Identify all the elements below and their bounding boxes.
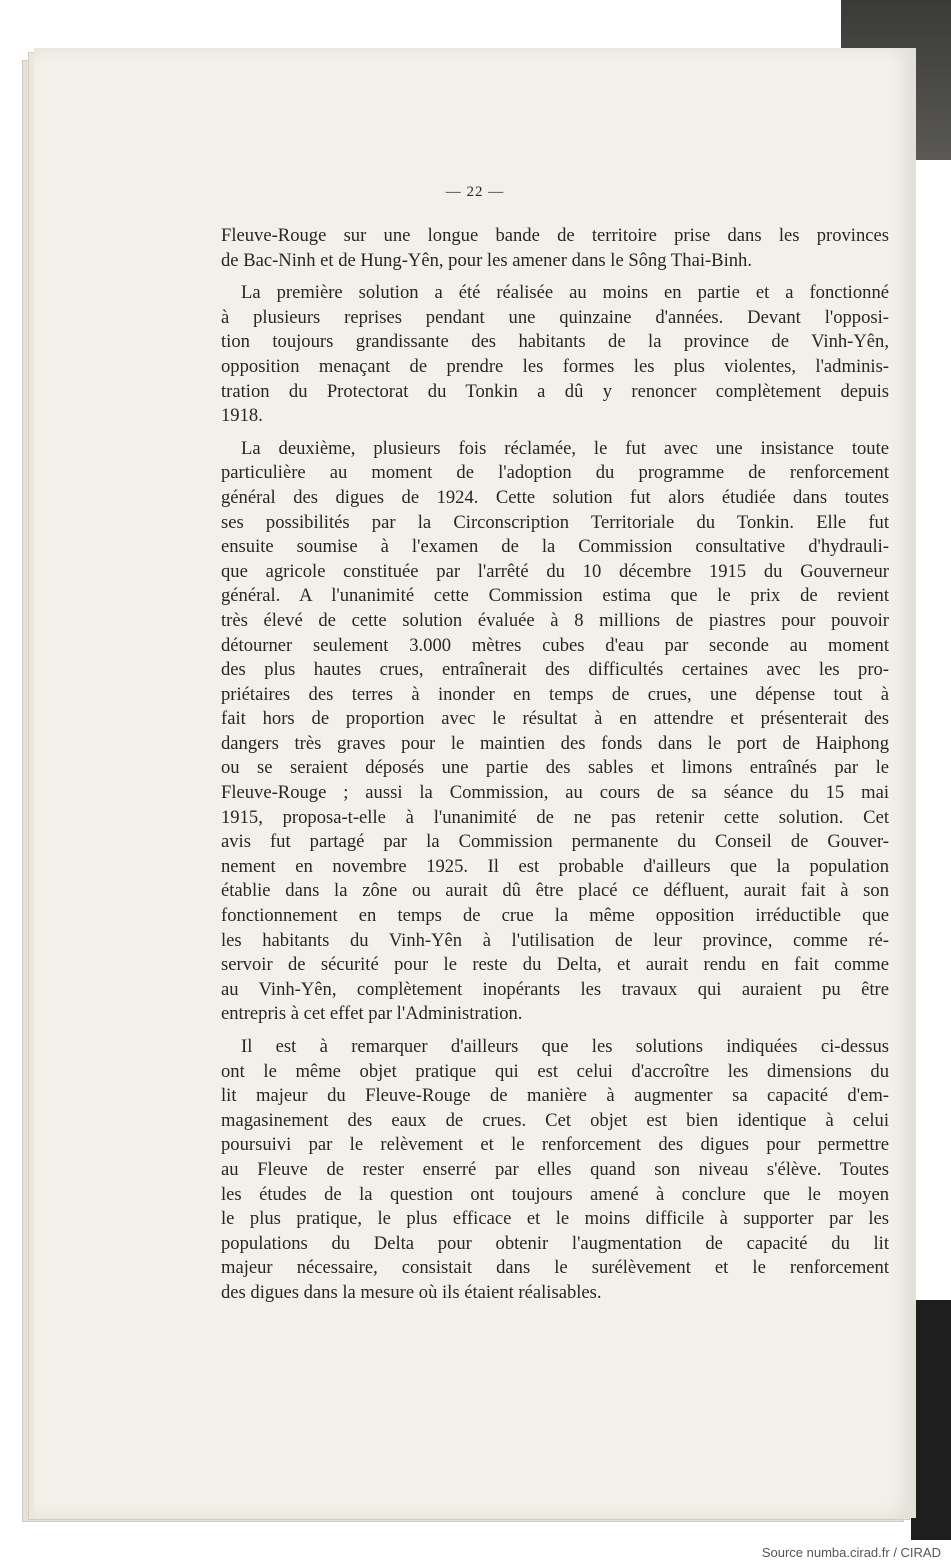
text-line: lit majeur du Fleuve-Rouge de manière à augmenter sa capacité d'em- bbox=[221, 1085, 889, 1107]
text-line: les études de la question ont toujours amené à conclure que le moyen bbox=[221, 1183, 889, 1205]
text-line: des plus hautes crues, entraînerait des difficultés certaines avec les pro- bbox=[221, 659, 889, 681]
text-line: priétaires des terres à inonder en temps de crues, une dépense tout à bbox=[221, 683, 889, 705]
text-line: fait hors de proportion avec le résultat à en attendre et présenterait des bbox=[221, 708, 889, 730]
paragraph bbox=[221, 224, 889, 273]
page-number: — 22 — bbox=[445, 184, 505, 200]
text-line: ses possibilités par la Circonscription Territoriale du Tonkin. Elle fut bbox=[221, 511, 889, 533]
text-line: avis fut partagé par la Commission permanente du Conseil de Gouver- bbox=[221, 831, 889, 853]
text-line: des digues dans la mesure où ils étaient réalisables. bbox=[221, 1281, 602, 1303]
text-line: La deuxième, plusieurs fois réclamée, le fut avec une insistance toute bbox=[241, 437, 889, 459]
text-line: magasinement des eaux de crues. Cet objet est bien identique à celui bbox=[221, 1109, 889, 1131]
text-line: majeur nécessaire, consistait dans le surélèvement et le renforcement bbox=[221, 1257, 889, 1279]
text-line: établie dans la zône ou aurait dû être placé ce défluent, aurait fait à son bbox=[221, 880, 889, 902]
text-line: de Bac-Ninh et de Hung-Yên, pour les amener dans le Sông Thai-Binh. bbox=[221, 249, 752, 271]
text-line: 1915, proposa-t-elle à l'unanimité de ne pas retenir cette solution. Cet bbox=[221, 806, 889, 828]
text-line: ou se seraient déposés une partie des sables et limons entraînés par le bbox=[221, 757, 889, 779]
text-line: au Vinh-Yên, complètement inopérants les travaux qui auraient pu être bbox=[221, 978, 889, 1000]
text-line: au Fleuve de rester enserré par elles quand son niveau s'élève. Toutes bbox=[221, 1158, 889, 1180]
text-line: nement en novembre 1925. Il est probable d'ailleurs que la population bbox=[221, 855, 889, 877]
paragraph bbox=[221, 281, 889, 429]
text-line: très élevé de cette solution évaluée à 8 millions de piastres pour pouvoir bbox=[221, 609, 889, 631]
text-line: opposition menaçant de prendre les formes les plus violentes, l'adminis- bbox=[221, 355, 889, 377]
paragraph bbox=[221, 437, 889, 1027]
paragraph bbox=[221, 1035, 889, 1306]
text-line: dangers très graves pour le maintien des fonds dans le port de Haiphong bbox=[221, 732, 889, 754]
text-line: La première solution a été réalisée au moins en partie et a fonctionné bbox=[241, 282, 889, 304]
text-line: ensuite soumise à l'examen de la Commission consultative d'hydrauli- bbox=[221, 536, 889, 558]
text-line: servoir de sécurité pour le reste du Delta, et aurait rendu en fait comme bbox=[221, 954, 889, 976]
source-credit: Source numba.cirad.fr / CIRAD bbox=[761, 1545, 941, 1560]
text-line: les habitants du Vinh-Yên à l'utilisation de leur province, comme ré- bbox=[221, 929, 889, 951]
text-line: ont le même objet pratique qui est celui d'accroître les dimensions du bbox=[221, 1060, 889, 1082]
text-line: le plus pratique, le plus efficace et le moins difficile à supporter par les bbox=[221, 1208, 889, 1230]
text-line: général des digues de 1924. Cette solution fut alors étudiée dans toutes bbox=[221, 486, 889, 508]
text-line: que agricole constituée par l'arrêté du 10 décembre 1915 du Gouverneur bbox=[221, 560, 889, 582]
text-line: particulière au moment de l'adoption du programme de renforcement bbox=[221, 462, 889, 484]
text-line: Il est à remarquer d'ailleurs que les solutions indiquées ci-dessus bbox=[241, 1036, 889, 1057]
text-line: tion toujours grandissante des habitants de la province de Vinh-Yên, bbox=[221, 331, 889, 353]
text-line: poursuivi par le relèvement et le renforcement des digues pour permettre bbox=[221, 1134, 889, 1156]
text-line: Fleuve-Rouge ; aussi la Commission, au cours de sa séance du 15 mai bbox=[221, 782, 889, 804]
text-line: tration du Protectorat du Tonkin a dû y renoncer complètement depuis bbox=[221, 380, 889, 402]
text-line: détourner seulement 3.000 mètres cubes d'eau par seconde au moment bbox=[221, 634, 889, 656]
text-line: à plusieurs reprises pendant une quinzaine d'années. Devant l'opposi- bbox=[221, 306, 889, 328]
text-line: général. A l'unanimité cette Commission estima que le prix de revient bbox=[221, 585, 889, 607]
background-edge bbox=[911, 1300, 951, 1540]
text-line: fonctionnement en temps de crue la même opposition irréductible que bbox=[221, 905, 889, 927]
text-line: Fleuve-Rouge sur une longue bande de territoire prise dans les provinces bbox=[221, 225, 889, 246]
text-line: entrepris à cet effet par l'Administration. bbox=[221, 1003, 523, 1025]
text-line: populations du Delta pour obtenir l'augmentation de capacité du lit bbox=[221, 1232, 889, 1254]
document-page bbox=[34, 48, 916, 1518]
body-text bbox=[221, 224, 889, 1314]
text-line: 1918. bbox=[221, 405, 263, 427]
